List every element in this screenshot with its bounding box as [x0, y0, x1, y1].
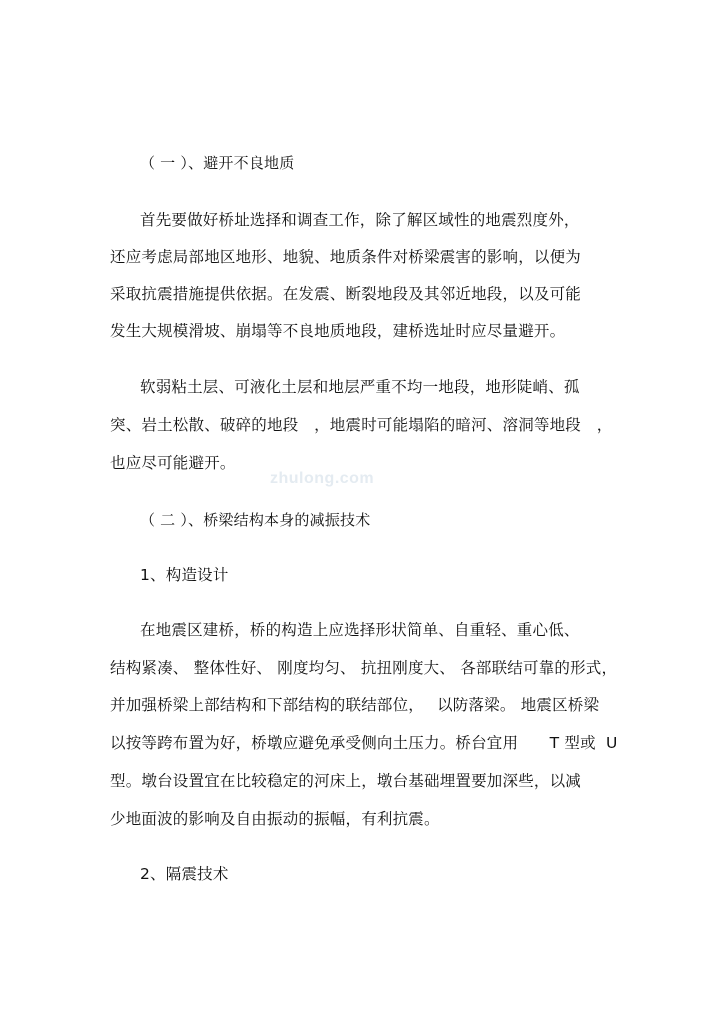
paragraph-2-line-1: 软弱粘土层、可液化土层和地层严重不均一地段，地形陡峭、孤 [140, 378, 580, 396]
watermark-text: zhulong.com [270, 470, 375, 487]
paragraph-3-line-2: 结构紧凑、 整体性好、 刚度均匀、 抗扭刚度大、 各部联结可靠的形式， [110, 659, 618, 677]
paragraph-3-line-6: 少地面波的影响及自由振动的振幅，有利抗震。 [110, 810, 440, 828]
paragraph-1-line-1: 首先要做好桥址选择和调查工作，除了解区域性的地震烈度外， [140, 211, 580, 229]
paragraph-2-line-2: 突、岩土松散、破碎的地段 ，地震时可能塌陷的暗河、溶洞等地段 ， [110, 416, 613, 434]
subsection-heading-2: 2、隔震技术 [140, 865, 229, 883]
paragraph-1-line-2: 还应考虑局部地区地形、地貌、地质条件对桥梁震害的影响，以便为 [110, 248, 582, 266]
section-heading-2: （ 二 ）、桥梁结构本身的减振技术 [140, 511, 371, 529]
paragraph-3-line-3: 并加强桥梁上部结构和下部结构的联结部位， 以防落梁。 地震区桥梁 [110, 696, 600, 714]
paragraph-2-line-3: 也应尽可能避开。 [110, 454, 236, 472]
paragraph-1-line-4: 发生大规模滑坡、崩塌等不良地质地段，建桥选址时应尽量避开。 [110, 322, 566, 340]
paragraph-1-line-3: 采取抗震措施提供依据。在发震、断裂地段及其邻近地段，以及可能 [110, 285, 582, 303]
paragraph-3-line-1: 在地震区建桥，桥的构造上应选择形状简单、自重轻、重心低、 [140, 621, 580, 639]
paragraph-3-line-4: 以按等跨布置为好，桥墩应避免承受侧向土压力。桥台宜用 T 型或 U [110, 734, 618, 752]
subsection-heading-1: 1、构造设计 [140, 566, 229, 584]
paragraph-3-line-5: 型。墩台设置宜在比较稳定的河床上，墩台基础埋置要加深些，以减 [110, 772, 582, 790]
section-heading-1: （ 一 ）、避开不良地质 [140, 154, 295, 172]
